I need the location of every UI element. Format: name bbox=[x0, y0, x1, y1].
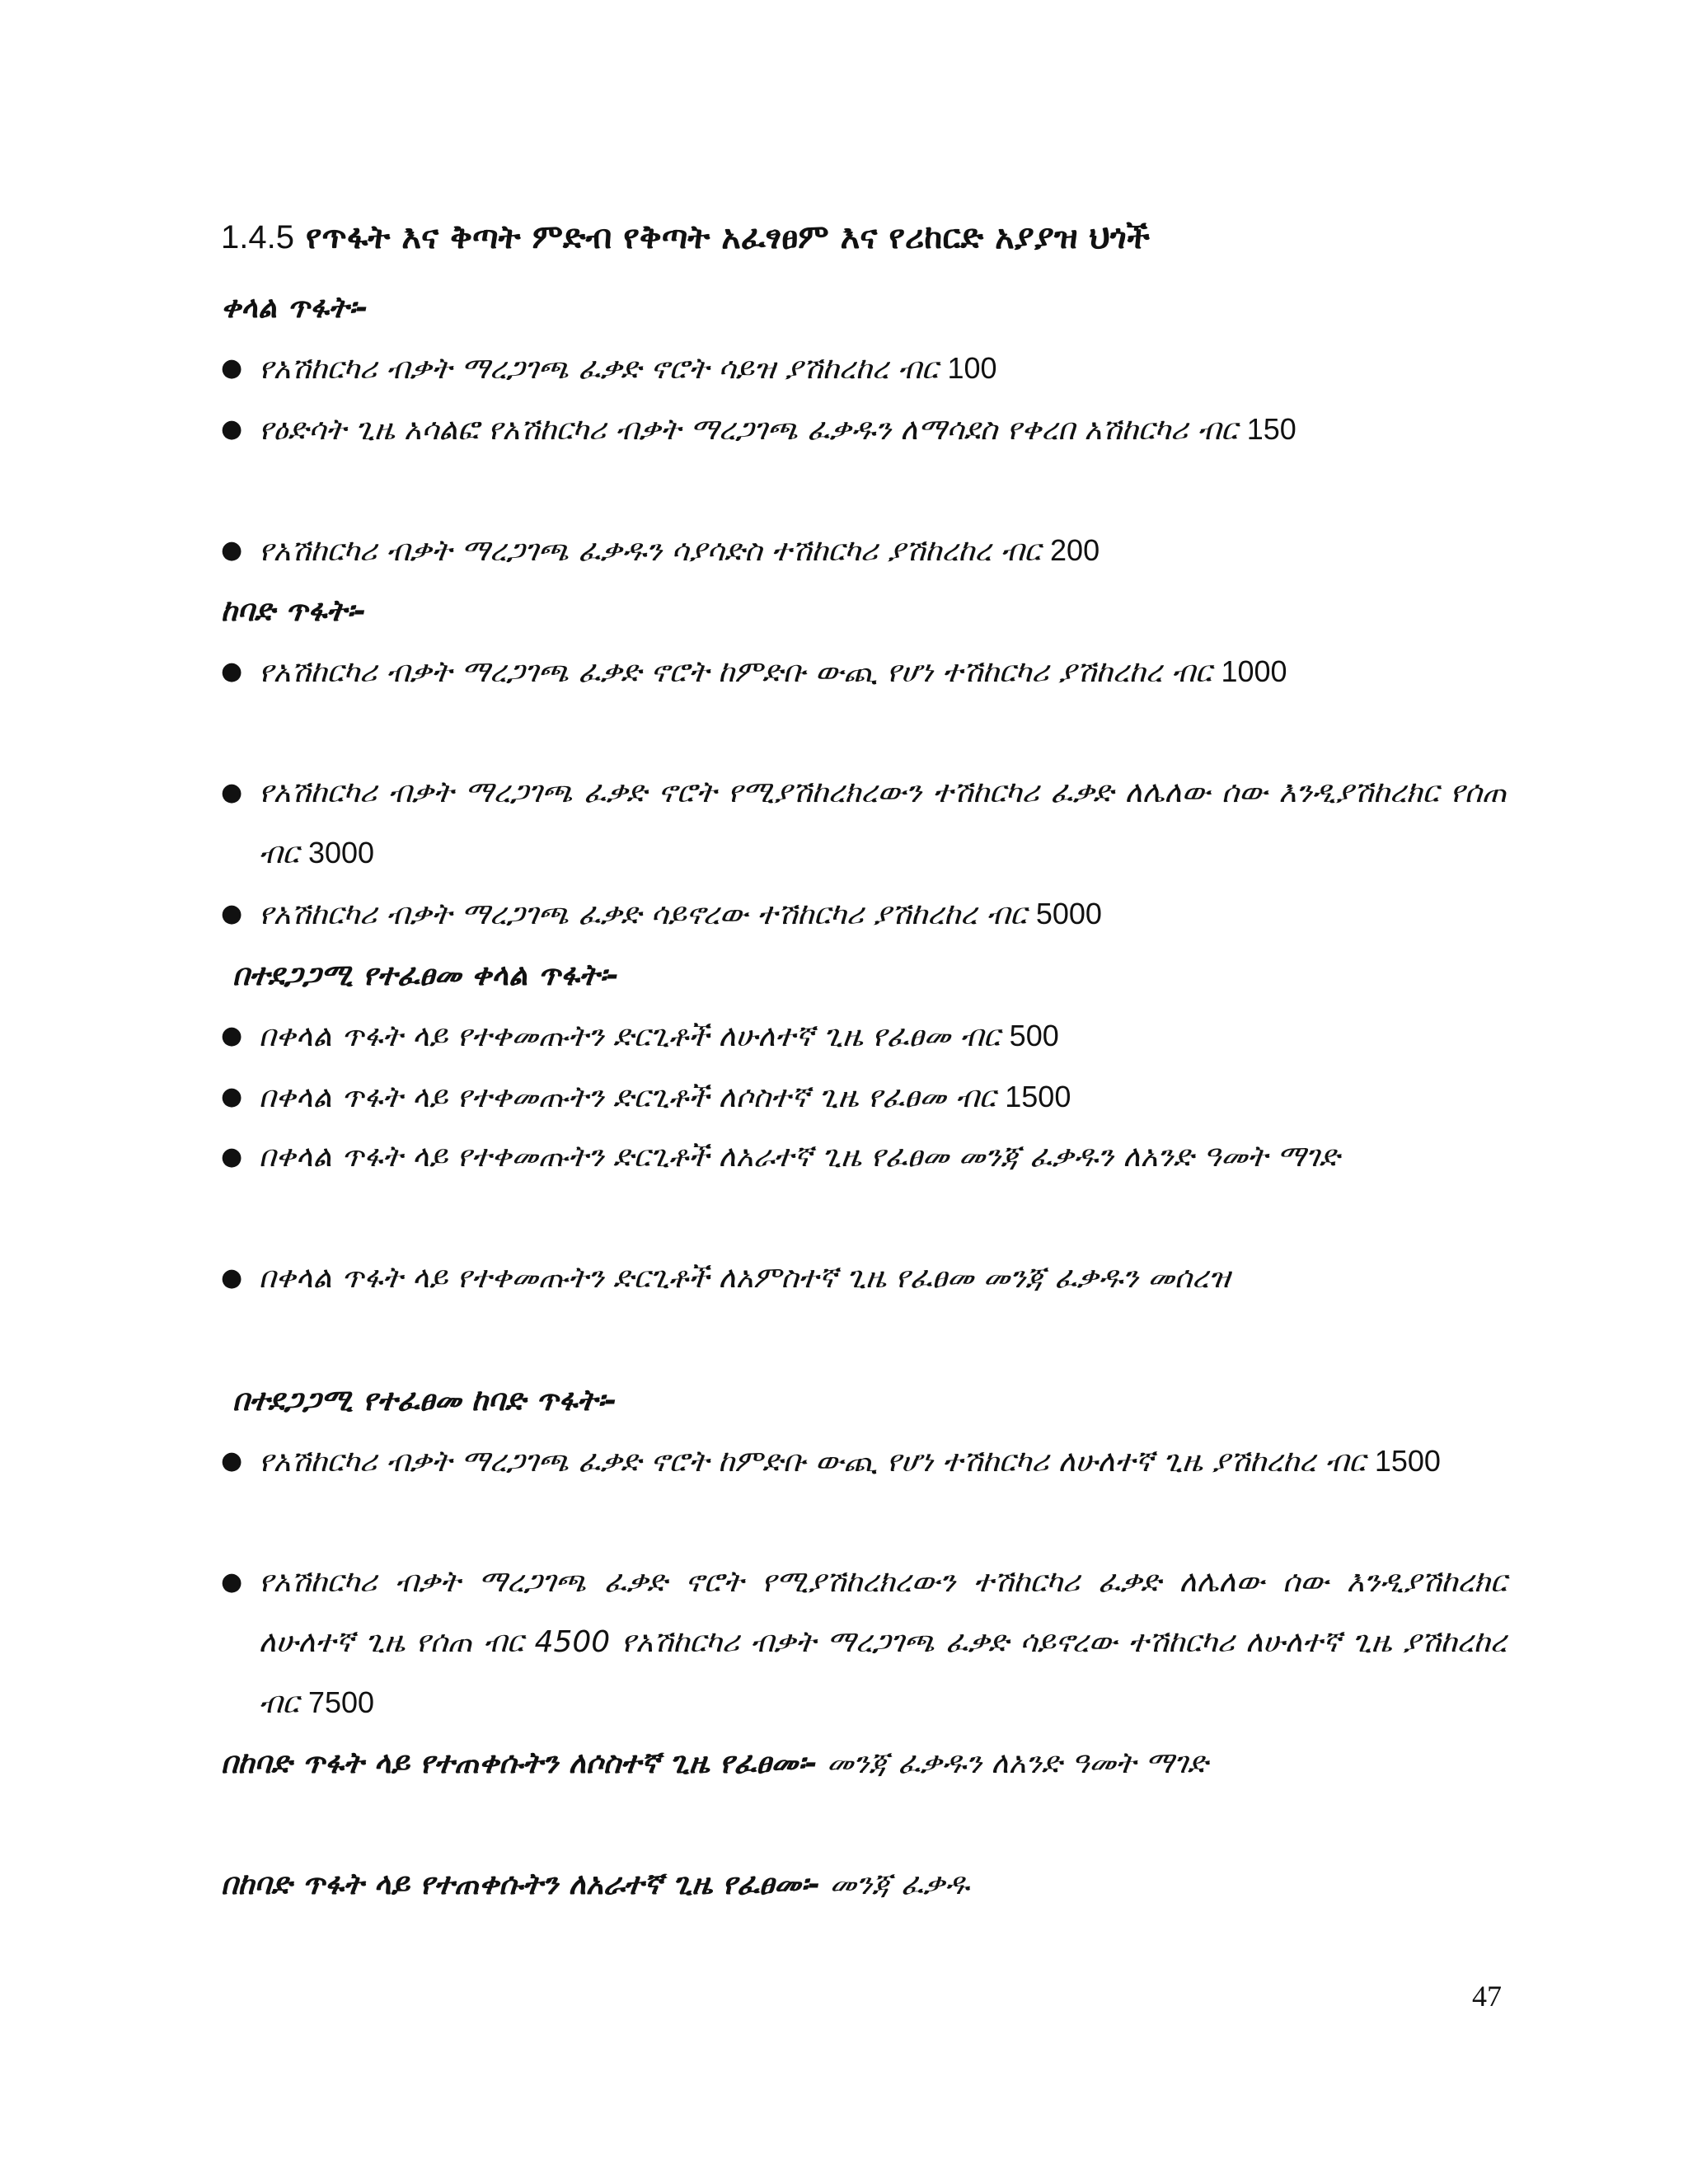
bullet-icon: ● bbox=[221, 657, 243, 686]
list-item: ● የአሽከርካሪ ብቃት ማረጋገጫ ፈቃድ ኖሮት የሚያሽከረክረውን ተሽከርካሪ ፈቃድ ለሌለው ሰው እንዲያሽከረክር የሰጠ ብር 3000 bbox=[221, 762, 1507, 883]
section-title: የጥፋት እና ቅጣት ምድብ የቅጣት አፈፃፀም እና የሪከርድ አያያዝ ህጎች bbox=[305, 218, 1150, 256]
subheading-minor-offense: ቀላል ጥፋት፡- bbox=[221, 291, 368, 325]
bullet-icon: ● bbox=[221, 1142, 243, 1171]
bullet-icon: ● bbox=[221, 536, 243, 565]
bullet-icon: ● bbox=[221, 899, 243, 928]
bullet-icon: ● bbox=[221, 1082, 243, 1111]
bullet-icon: ● bbox=[221, 415, 243, 443]
list-item: ● የአሽከርካሪ ብቃት ማረጋገጫ ፈቃድ ኖሮት ከምድቡ ውጪ የሆነ ተሽከርካሪ ለሁለተኛ ጊዜ ያሽከረከረ ብር 1500 bbox=[221, 1431, 1507, 1492]
list-item: ● በቀላል ጥፋት ላይ የተቀመጡትን ድርጊቶች ለሶስተኛ ጊዜ የፈፀመ ብር 1500 bbox=[221, 1066, 1507, 1127]
list-item: ● በቀላል ጥፋት ላይ የተቀመጡትን ድርጊቶች ለአምስተኛ ጊዜ የፈፀመ መንጃ ፈቃዱን መሰረዝ bbox=[221, 1248, 1507, 1308]
bullet-icon: ● bbox=[221, 1263, 243, 1292]
bullet-icon: ● bbox=[221, 354, 243, 382]
list-item: ● የአሽከርካሪ ብቃት ማረጋገጫ ፈቃድ ኖሮት ከምድቡ ውጪ የሆነ ተሽከርካሪ ያሽከረከረ ብር 1000 bbox=[221, 641, 1507, 702]
list-item: ● የአሽከርካሪ ብቃት ማረጋገጫ ፈቃድ ኖሮት የሚያሽከረክረውን ተሽከርካሪ ፈቃድ ለሌለው ሰው እንዲያሽከረክር ለሁለተኛ ጊዜ የሰጠ ብር 4500 የአሽከርካሪ ብቃት ማረጋገጫ ፈቃድ ሳይኖረው ተሽከርካሪ ለሁለተኛ ጊዜ ያሽከረከረ ብር 7500 bbox=[221, 1552, 1507, 1733]
bullet-icon: ● bbox=[221, 1446, 243, 1475]
list-item: ● የአሽከርካሪ ብቃት ማረጋገጫ ፈቃድ ኖሮት ሳይዝ ያሽከረከረ ብር 100 bbox=[221, 338, 1507, 399]
bullet-icon: ● bbox=[221, 778, 243, 807]
subheading-serious-offense: ከባድ ጥፋት፡- bbox=[221, 594, 367, 628]
bullet-icon: ● bbox=[221, 1021, 243, 1050]
list-item: ● የአሽከርካሪ ብቃት ማረጋገጫ ፈቃድ ሳይኖረው ተሽከርካሪ ያሽከረከረ ብር 5000 bbox=[221, 883, 1507, 944]
list-item: ● የአሽከርካሪ ብቃት ማረጋገጫ ፈቃዱን ሳያሳድስ ተሽከርካሪ ያሽከረከረ ብር 200 bbox=[221, 520, 1507, 581]
closing-paragraph-third-serious: በከባድ ጥፋት ላይ የተጠቀሱትን ለሶስተኛ ጊዜ የፈፀመ፡- መንጃ ፈቃዱን ለአንድ ዓመት ማገድ bbox=[221, 1746, 1208, 1780]
section-heading bbox=[221, 213, 1523, 262]
bullet-icon: ● bbox=[221, 1568, 243, 1596]
subheading-repeated-minor-offense: በተደጋጋሚ የተፈፀመ ቀላል ጥፋት፡- bbox=[232, 958, 619, 992]
closing-paragraph-fourth-serious: በከባድ ጥፋት ላይ የተጠቀሱትን ለአራተኛ ጊዜ የፈፀመ፡- መንጃ ፈቃዱ bbox=[221, 1868, 969, 1901]
list-item: ● በቀላል ጥፋት ላይ የተቀመጡትን ድርጊቶች ለአራተኛ ጊዜ የፈፀመ መንጃ ፈቃዱን ለአንድ ዓመት ማገድ bbox=[221, 1127, 1507, 1187]
list-item: ● የዕድሳት ጊዜ አሳልፎ የአሽከርካሪ ብቃት ማረጋገጫ ፈቃዱን ለማሳደስ የቀረበ አሽከርካሪ ብር 150 bbox=[221, 399, 1507, 460]
list-item: ● በቀላል ጥፋት ላይ የተቀመጡትን ድርጊቶች ለሁለተኛ ጊዜ የፈፀመ ብር 500 bbox=[221, 1005, 1507, 1066]
page-number: 47 bbox=[1472, 1980, 1502, 2013]
subheading-repeated-serious-offense: በተደጋጋሚ የተፈፀመ ከባድ ጥፋት፡- bbox=[232, 1384, 617, 1418]
section-number: 1.4.5 bbox=[221, 219, 294, 255]
